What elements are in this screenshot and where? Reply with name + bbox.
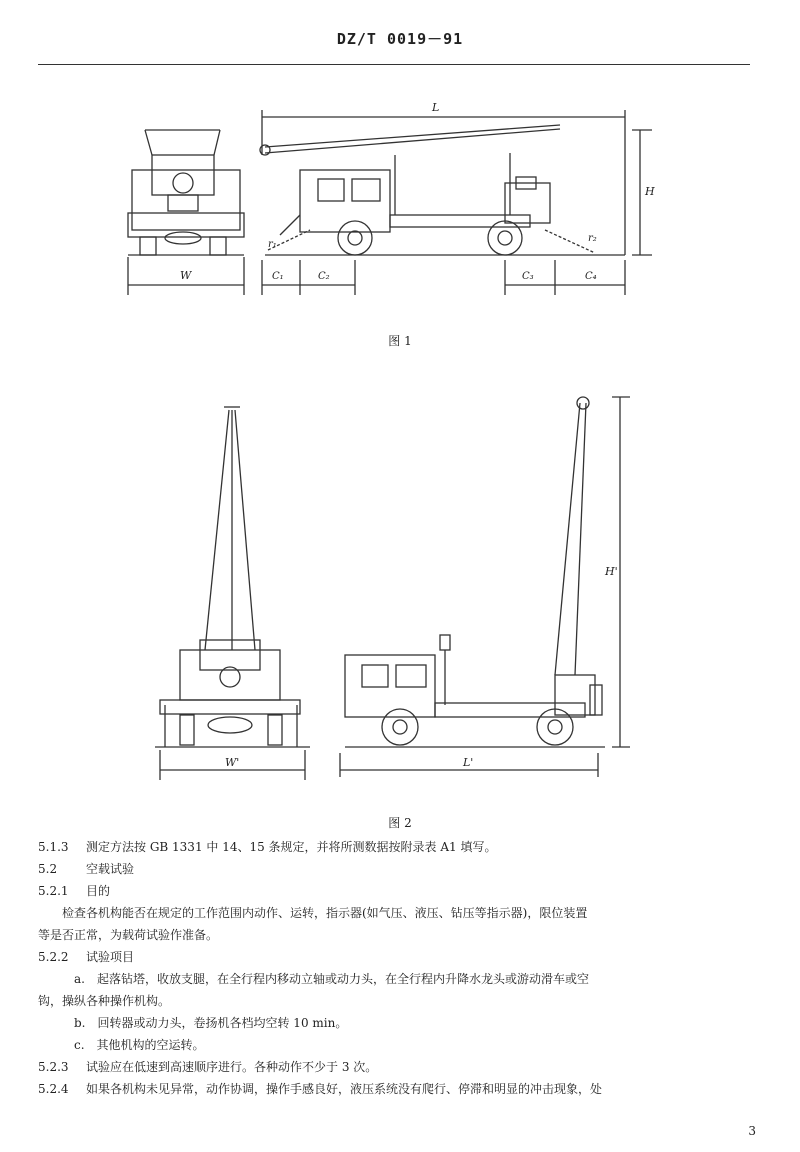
label-H: H	[645, 185, 655, 198]
label-H-prime: H'	[605, 565, 618, 578]
front-view-truck	[128, 130, 244, 255]
page-number: 3	[748, 1124, 756, 1138]
label-C4: C₄	[585, 271, 597, 282]
paragraph-5-2-4: 5.2.4 如果各机构未见异常，动作协调，操作手感良好，液压系统没有爬行、停滞和明显的冲击现象，处	[38, 1082, 603, 1096]
item-a-line-1: a. 起落钻塔，收放支腿，在全行程内移动立轴或动力头，在全行程内升降水龙头或游动滑车或空	[74, 972, 589, 986]
standard-header: DZ/T 0019－91	[336, 30, 464, 48]
figure-1-caption: 图 1	[388, 334, 412, 348]
paragraph-purpose-line-2: 等是否正常，为载荷试验作准备。	[38, 928, 219, 942]
figure-2-drawing	[0, 385, 800, 795]
item-b: b. 回转器或动力头，卷扬机各档均空转 10 min。	[74, 1016, 348, 1030]
label-L-prime: L'	[463, 756, 474, 769]
paragraph-5-2-3: 5.2.3 试验应在低速到高速顺序进行。各种动作不少于 3 次。	[38, 1060, 378, 1074]
heading-5-2-1: 5.2.1 目的	[38, 884, 111, 898]
label-L: L	[432, 101, 440, 114]
figure-2-caption: 图 2	[388, 816, 412, 830]
side-view-truck	[260, 125, 625, 255]
body-text	[38, 836, 754, 1100]
label-W: W	[180, 269, 192, 282]
front-view-raised-mast	[155, 407, 310, 780]
label-C2: C₂	[318, 271, 330, 282]
figure-1-drawing	[0, 95, 800, 310]
label-C1: C₁	[272, 271, 284, 282]
heading-5-2-2: 5.2.2 试验项目	[38, 950, 135, 964]
label-r2: r₂	[588, 233, 597, 244]
label-W-prime: W'	[225, 756, 240, 769]
label-r1: r₁	[268, 239, 277, 250]
paragraph-purpose-line-1: 检查各机构能否在规定的工作范围内动作、运转，指示器(如气压、液压、钻压等指示器)，限位装置	[62, 906, 588, 920]
label-C3: C₃	[522, 271, 534, 282]
side-view-raised-mast	[340, 397, 630, 777]
item-c: c. 其他机构的空运转。	[74, 1038, 205, 1052]
header-rule	[38, 64, 750, 65]
paragraph-5-1-3: 5.1.3 测定方法按 GB 1331 中 14、15 条规定，并将所测数据按附录表 A1 填写。	[38, 840, 497, 854]
item-a-line-2: 钩，操纵各种操作机构。	[38, 994, 171, 1008]
heading-5-2: 5.2 空载试验	[38, 862, 135, 876]
